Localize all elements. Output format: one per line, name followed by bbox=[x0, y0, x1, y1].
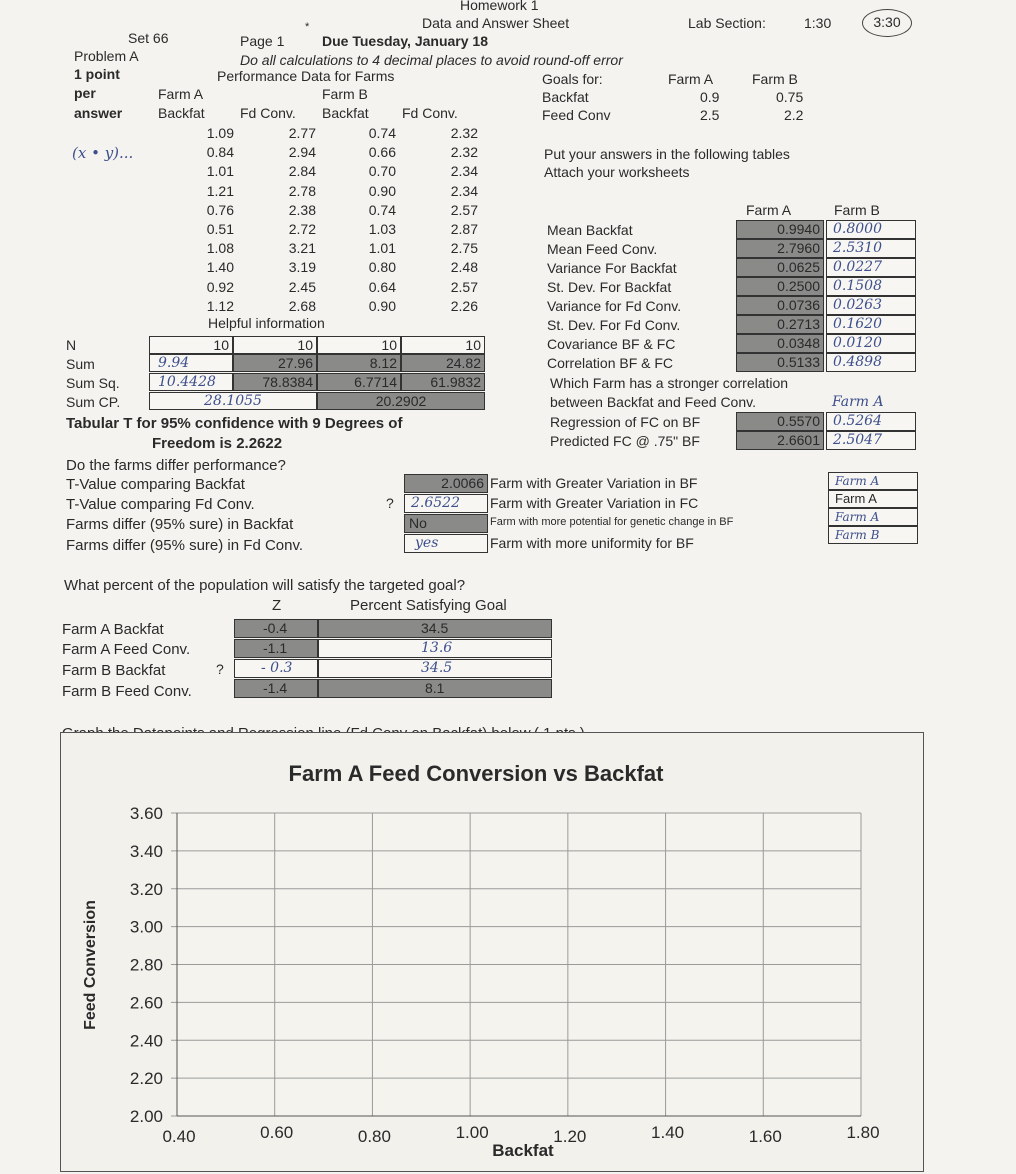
data-cell-b-fdconv: 2.32 bbox=[450, 144, 478, 161]
ttest-label-2: T-Value comparing Fd Conv. bbox=[66, 496, 255, 513]
x-tick-label: 0.80 bbox=[357, 1127, 391, 1146]
variation-label-3: Farm with more potential for genetic change in BF bbox=[490, 516, 734, 528]
variation-answer-1: Farm A bbox=[828, 472, 918, 490]
answer-label: Mean Backfat bbox=[547, 222, 633, 238]
y-axis-label: Feed Conversion bbox=[82, 900, 99, 1030]
pct-label-2: Farm A Feed Conv. bbox=[62, 641, 191, 658]
due-date: Due Tuesday, January 18 bbox=[322, 33, 488, 49]
variation-label-4: Farm with more uniformity for BF bbox=[490, 535, 694, 551]
predicted-b: 2.5047 bbox=[826, 431, 916, 450]
pct-label-1: Farm A Backfat bbox=[62, 621, 164, 638]
y-tick-label: 2.20 bbox=[129, 1069, 163, 1089]
answer-farm-a: 0.2713 bbox=[736, 315, 824, 334]
variation-label-1: Farm with Greater Variation in BF bbox=[490, 475, 698, 491]
data-cell-b-backfat: 0.80 bbox=[368, 259, 396, 276]
answer-label: St. Dev. For Backfat bbox=[547, 279, 672, 295]
answer-farm-a: 0.9940 bbox=[736, 220, 824, 239]
performance-title: Performance Data for Farms bbox=[217, 68, 395, 84]
chart-svg bbox=[61, 733, 923, 1171]
x-tick-label: 0.40 bbox=[162, 1127, 196, 1146]
data-cell-b-fdconv: 2.75 bbox=[450, 240, 478, 257]
sum-label: Sum bbox=[66, 356, 95, 372]
goals-feedconv-b: 2.2 bbox=[784, 107, 804, 123]
n-b-backfat: 10 bbox=[317, 336, 401, 354]
data-cell-b-fdconv: 2.26 bbox=[450, 297, 478, 314]
sheet-title: Data and Answer Sheet bbox=[422, 15, 570, 31]
pct-label-3: Farm B Backfat bbox=[62, 662, 166, 679]
freedom-line: Freedom is 2.2622 bbox=[152, 435, 283, 452]
col-header-b-backfat: Backfat bbox=[322, 105, 369, 121]
sumsq-b-fdconv: 61.9832 bbox=[401, 373, 485, 391]
answer-label: St. Dev. For Fd Conv. bbox=[547, 317, 681, 333]
goals-farm-a: Farm A bbox=[668, 71, 714, 87]
set-label: Set 66 bbox=[128, 30, 169, 46]
data-cell-a-backfat: 0.76 bbox=[206, 201, 234, 218]
pct-farm-a-backfat: 34.5 bbox=[318, 619, 552, 638]
goals-feedconv-label: Feed Conv bbox=[542, 107, 611, 123]
sumcp-b: 20.2902 bbox=[317, 392, 485, 410]
page-number: Page 1 bbox=[240, 33, 285, 49]
data-cell-a-fdconv: 2.78 bbox=[288, 182, 316, 199]
ttest-label-1: T-Value comparing Backfat bbox=[66, 476, 245, 493]
goals-backfat-b: 0.75 bbox=[776, 89, 804, 105]
data-cell-b-backfat: 0.90 bbox=[368, 182, 396, 199]
data-cell-b-fdconv: 2.34 bbox=[450, 182, 478, 199]
answer-farm-a: 0.0736 bbox=[736, 296, 824, 315]
ttest-differ-fdconv: yes bbox=[404, 534, 488, 553]
z-header: Z bbox=[272, 597, 282, 614]
n-a-fdconv: 10 bbox=[233, 336, 317, 354]
answer-farm-a: 0.0625 bbox=[736, 258, 824, 277]
answer-label: Variance for Fd Conv. bbox=[547, 298, 682, 314]
sumsq-b-backfat: 6.7714 bbox=[317, 373, 401, 391]
data-cell-b-backfat: 1.01 bbox=[368, 240, 396, 257]
tabular-t-line: Tabular T for 95% confidence with 9 Degrees of bbox=[66, 415, 403, 432]
lab-time: 1:30 bbox=[804, 15, 832, 31]
n-label: N bbox=[66, 337, 77, 353]
sum-a-fdconv: 27.96 bbox=[233, 354, 317, 372]
col-header-b-fdconv: Fd Conv. bbox=[402, 105, 458, 121]
data-cell-b-fdconv: 2.48 bbox=[450, 259, 478, 276]
predicted-label: Predicted FC @ .75" BF bbox=[550, 433, 700, 449]
z-farm-a-backfat: -0.4 bbox=[234, 619, 318, 638]
sumcp-label: Sum CP. bbox=[66, 394, 121, 410]
answer-farm-b: 0.1620 bbox=[826, 315, 916, 334]
data-cell-b-backfat: 1.03 bbox=[368, 221, 396, 237]
x-axis-label: Backfat bbox=[492, 1141, 554, 1160]
answer-farm-b: 0.0120 bbox=[826, 334, 916, 353]
data-cell-b-backfat: 0.66 bbox=[368, 144, 396, 161]
data-cell-a-backfat: 0.92 bbox=[206, 278, 234, 295]
predicted-a: 2.6601 bbox=[736, 431, 824, 450]
instructions: Do all calculations to 4 decimal places to avoid round-off error bbox=[240, 52, 623, 68]
pct-farm-a-feedconv: 13.6 bbox=[318, 639, 552, 658]
answer-farm-b: 2.5310 bbox=[826, 239, 916, 258]
ttest-question: Do the farms differ performance? bbox=[66, 457, 286, 474]
goals-backfat-a: 0.9 bbox=[700, 89, 720, 105]
x-tick-label: 1.20 bbox=[553, 1127, 587, 1146]
variation-label-2: Farm with Greater Variation in FC bbox=[490, 495, 699, 511]
sumsq-a-fdconv: 78.8384 bbox=[233, 373, 317, 391]
data-cell-a-fdconv: 2.84 bbox=[288, 163, 316, 180]
variation-answer-3: Farm A bbox=[828, 508, 918, 526]
data-cell-b-backfat: 0.74 bbox=[368, 125, 396, 141]
x-tick-label: 1.80 bbox=[846, 1123, 880, 1142]
sum-a-backfat: 9.94 bbox=[149, 354, 233, 372]
x-tick-label: 1.00 bbox=[455, 1123, 489, 1142]
z-farm-a-feedconv: -1.1 bbox=[234, 639, 318, 658]
data-cell-a-backfat: 1.09 bbox=[206, 125, 234, 141]
col-header-a-backfat: Backfat bbox=[158, 105, 205, 121]
data-cell-b-backfat: 0.74 bbox=[368, 201, 396, 218]
data-cell-a-fdconv: 2.68 bbox=[288, 297, 316, 314]
sum-b-backfat: 8.12 bbox=[317, 354, 401, 372]
x-tick-label: 1.40 bbox=[651, 1123, 685, 1142]
ttest-label-3: Farms differ (95% sure) in Backfat bbox=[66, 516, 294, 533]
data-cell-a-backfat: 1.12 bbox=[206, 297, 234, 314]
data-cell-a-fdconv: 2.77 bbox=[288, 125, 316, 141]
x-tick-label: 0.60 bbox=[260, 1123, 294, 1142]
data-cell-b-backfat: 0.70 bbox=[368, 163, 396, 180]
ttest-differ-backfat: No bbox=[404, 514, 488, 533]
handwritten-note: (x • y)... bbox=[72, 144, 134, 162]
percent-header: Percent Satisfying Goal bbox=[350, 597, 507, 614]
data-cell-b-fdconv: 2.32 bbox=[450, 125, 478, 141]
ttest-qmark: ? bbox=[386, 495, 394, 511]
y-tick-label: 2.40 bbox=[129, 1031, 163, 1051]
percent-qmark: ? bbox=[216, 661, 224, 677]
sum-b-fdconv: 24.82 bbox=[401, 354, 485, 372]
answer-farm-b: 0.0227 bbox=[826, 258, 916, 277]
answer-farm-b: 0.8000 bbox=[826, 220, 916, 239]
percent-question: What percent of the population will satisfy the targeted goal? bbox=[64, 577, 466, 594]
data-cell-a-backfat: 1.21 bbox=[206, 182, 234, 199]
goals-farm-b: Farm B bbox=[752, 71, 798, 87]
pct-farm-b-feedconv: 8.1 bbox=[318, 679, 552, 698]
data-cell-a-fdconv: 2.45 bbox=[288, 278, 316, 295]
sumsq-label: Sum Sq. bbox=[66, 375, 120, 391]
answer-label: Correlation BF & FC bbox=[547, 355, 674, 371]
y-tick-label: 2.60 bbox=[129, 993, 163, 1013]
data-cell-a-fdconv: 3.21 bbox=[288, 240, 316, 257]
answer-farm-a: 2.7960 bbox=[736, 239, 824, 258]
answer-farm-b: 0.0263 bbox=[826, 296, 916, 315]
ttest-value-backfat: 2.0066 bbox=[404, 474, 488, 493]
data-cell-a-fdconv: 2.72 bbox=[288, 221, 316, 237]
farm-a-heading: Farm A bbox=[158, 86, 204, 102]
sumcp-a: 28.1055 bbox=[149, 392, 317, 410]
data-cell-a-backfat: 1.40 bbox=[206, 259, 234, 276]
data-cell-a-backfat: 1.08 bbox=[206, 240, 234, 257]
y-tick-label: 3.20 bbox=[129, 879, 163, 899]
col-header-a-fdconv: Fd Conv. bbox=[240, 105, 296, 121]
answer-instruction-2: Attach your worksheets bbox=[544, 164, 690, 180]
points-line-2: per bbox=[74, 85, 96, 101]
stronger-question-1: Which Farm has a stronger correlation bbox=[550, 375, 789, 391]
helpful-info: Helpful information bbox=[208, 315, 325, 331]
ttest-label-4: Farms differ (95% sure) in Fd Conv. bbox=[66, 537, 304, 554]
regression-a: 0.5570 bbox=[736, 412, 824, 431]
lab-section-label: Lab Section: bbox=[688, 15, 766, 31]
problem-label: Problem A bbox=[74, 48, 139, 64]
y-tick-label: 2.00 bbox=[129, 1107, 163, 1126]
y-tick-label: 3.00 bbox=[129, 917, 163, 937]
data-cell-b-backfat: 0.90 bbox=[368, 297, 396, 314]
y-tick-label: 3.60 bbox=[129, 804, 163, 823]
data-cell-b-fdconv: 2.34 bbox=[450, 163, 478, 180]
answers-farm-a: Farm A bbox=[746, 202, 792, 218]
stronger-answer: Farm A bbox=[832, 394, 884, 410]
data-cell-a-fdconv: 3.19 bbox=[288, 259, 316, 276]
data-cell-b-fdconv: 2.57 bbox=[450, 201, 478, 218]
data-cell-b-fdconv: 2.87 bbox=[450, 221, 478, 237]
answer-farm-a: 0.0348 bbox=[736, 334, 824, 353]
answer-farm-a: 0.2500 bbox=[736, 277, 824, 296]
answer-farm-b: 0.4898 bbox=[826, 353, 916, 372]
answers-farm-b: Farm B bbox=[834, 202, 880, 218]
sumsq-a-backfat: 10.4428 bbox=[149, 373, 233, 391]
variation-answer-4: Farm B bbox=[828, 526, 918, 544]
homework-title: Homework 1 bbox=[460, 0, 539, 13]
points-line-3: answer bbox=[74, 105, 123, 121]
pct-farm-b-backfat: 34.5 bbox=[318, 659, 552, 678]
answer-label: Mean Feed Conv. bbox=[547, 241, 658, 257]
answer-label: Variance For Backfat bbox=[547, 260, 677, 276]
answer-farm-b: 0.1508 bbox=[826, 277, 916, 296]
regression-b: 0.5264 bbox=[826, 412, 916, 431]
lab-time-circled: 3:30 bbox=[862, 9, 912, 37]
z-farm-b-backfat: - 0.3 bbox=[234, 659, 318, 678]
ttest-value-fdconv: 2.6522 bbox=[404, 494, 488, 513]
answer-farm-a: 0.5133 bbox=[736, 353, 824, 372]
goals-backfat-label: Backfat bbox=[542, 89, 589, 105]
data-cell-a-backfat: 1.01 bbox=[206, 163, 234, 180]
x-tick-label: 1.60 bbox=[748, 1127, 782, 1146]
farm-b-heading: Farm B bbox=[322, 86, 368, 102]
stronger-question-2: between Backfat and Feed Conv. bbox=[550, 394, 756, 410]
goals-feedconv-a: 2.5 bbox=[700, 107, 720, 123]
points-line-1: 1 point bbox=[74, 66, 120, 82]
pct-label-4: Farm B Feed Conv. bbox=[62, 683, 192, 700]
data-cell-b-fdconv: 2.57 bbox=[450, 278, 478, 295]
variation-answer-2: Farm A bbox=[828, 490, 918, 508]
regression-label: Regression of FC on BF bbox=[550, 414, 701, 430]
answer-label: Covariance BF & FC bbox=[547, 336, 676, 352]
y-tick-label: 2.80 bbox=[129, 955, 163, 975]
data-cell-a-backfat: 0.84 bbox=[206, 144, 234, 161]
data-cell-a-backfat: 0.51 bbox=[206, 221, 234, 237]
data-cell-a-fdconv: 2.94 bbox=[288, 144, 316, 161]
z-farm-b-feedconv: -1.4 bbox=[234, 679, 318, 698]
chart-title: Farm A Feed Conversion vs Backfat bbox=[288, 761, 664, 786]
data-cell-b-backfat: 0.64 bbox=[368, 278, 396, 295]
star-mark: * bbox=[305, 21, 310, 33]
n-a-backfat: 10 bbox=[149, 336, 233, 354]
n-b-fdconv: 10 bbox=[401, 336, 485, 354]
y-tick-label: 3.40 bbox=[129, 841, 163, 861]
answer-instruction-1: Put your answers in the following tables bbox=[544, 146, 790, 162]
goals-label: Goals for: bbox=[542, 71, 603, 87]
chart-frame bbox=[60, 732, 924, 1172]
data-cell-a-fdconv: 2.38 bbox=[288, 201, 316, 218]
